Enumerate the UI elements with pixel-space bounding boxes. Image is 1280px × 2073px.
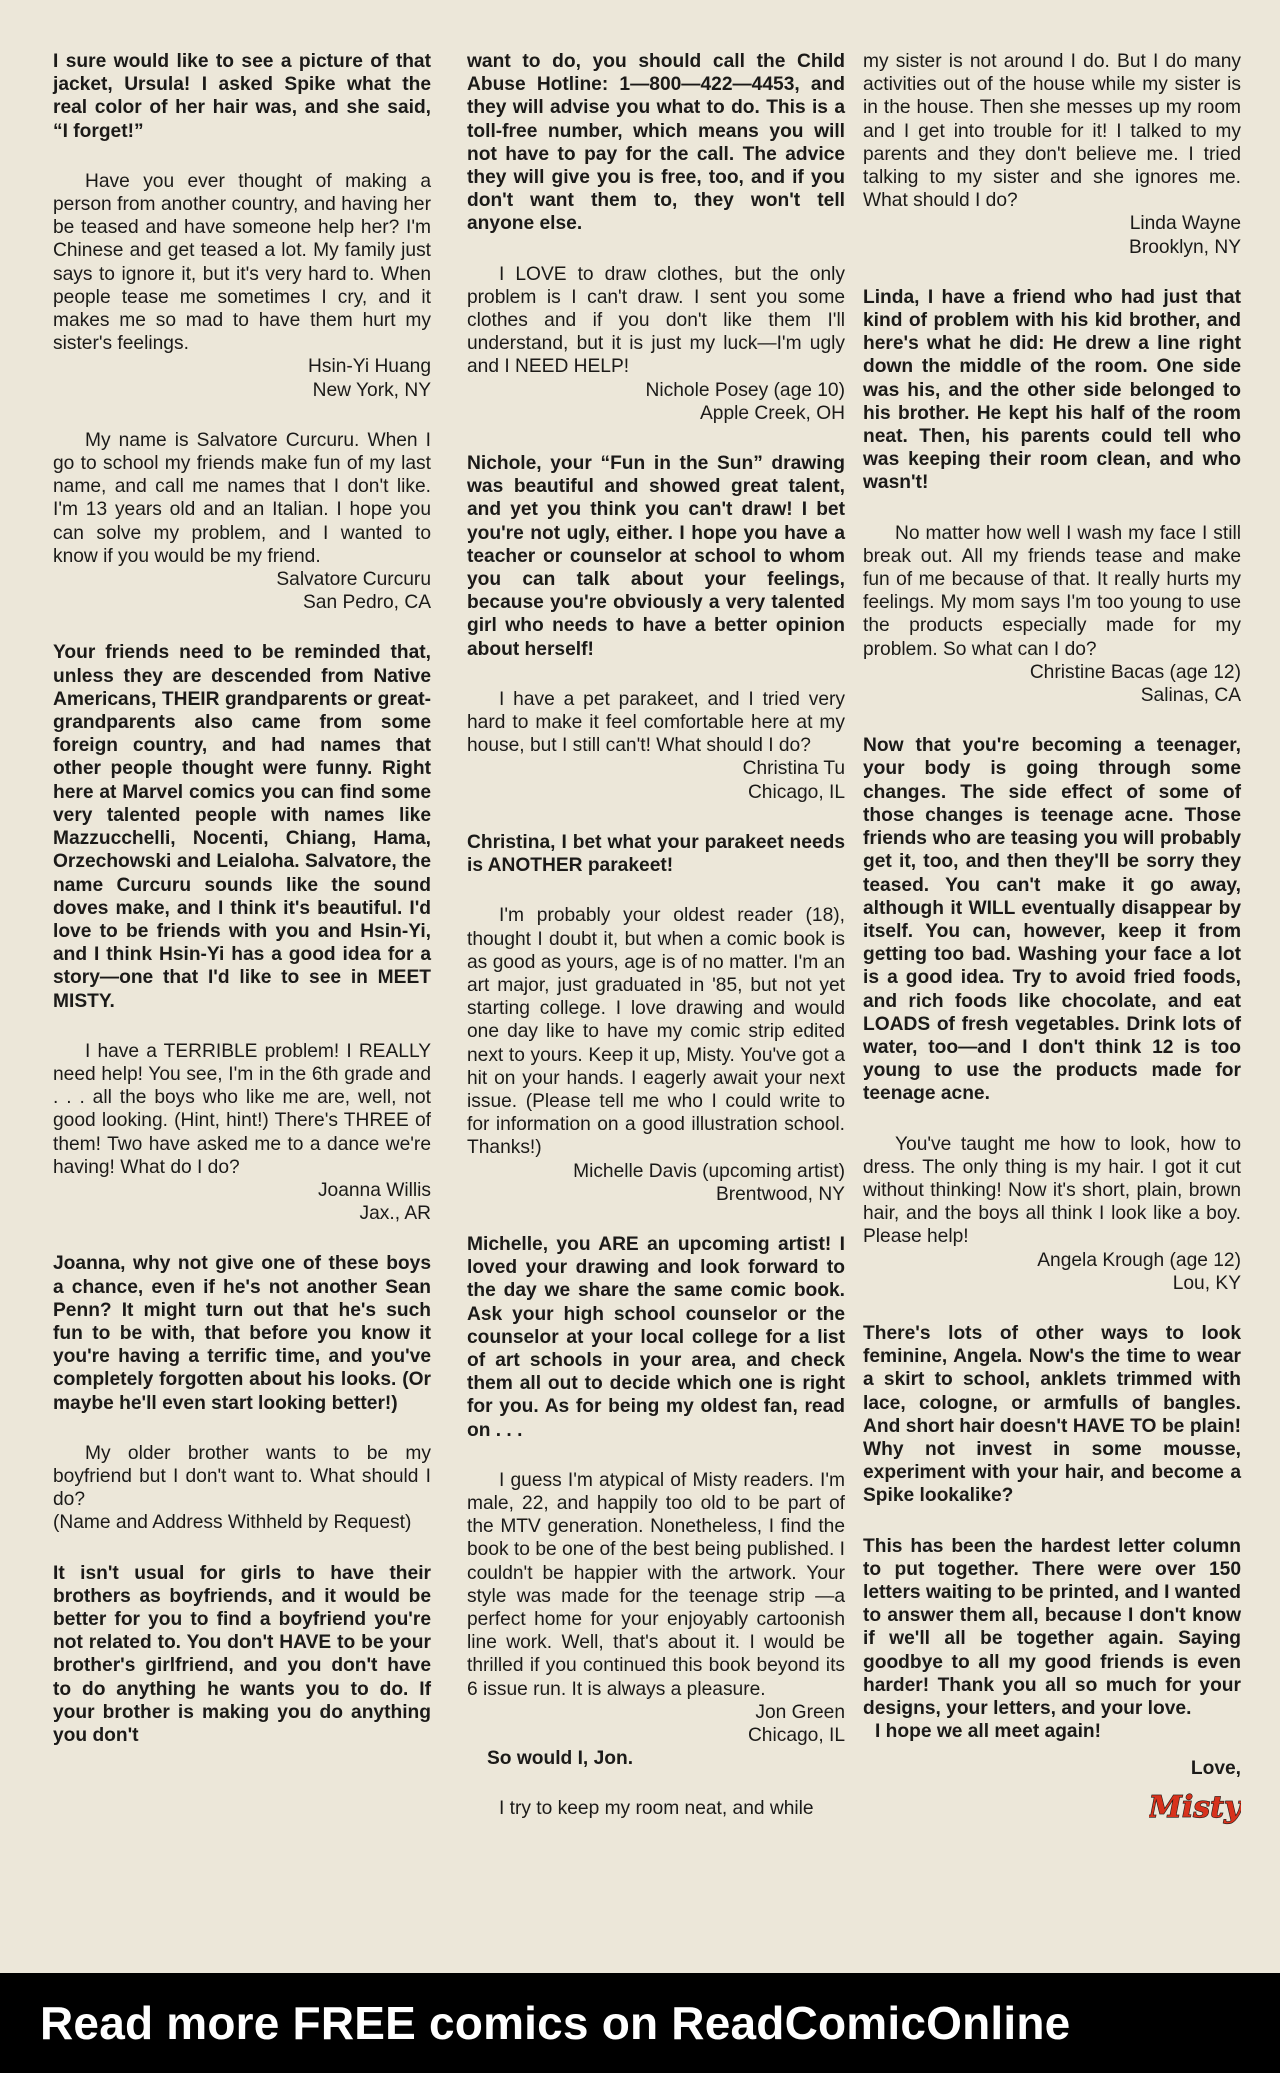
closing-note: This has been the hardest letter column to put together. There were over 150 letters waiting to be printed, and I wanted to answer them all, because I don't know if we'll all be together again. Saying goodbye to all my good friends is even harder! Thank you all so much for your designs, your letters, and your love. (863, 1535, 1241, 1719)
letter-signature-name: Salvatore Curcuru (276, 569, 431, 591)
letter-signature-name: Linda Wayne (1129, 213, 1241, 235)
letter-signature-location: Salinas, CA (1140, 685, 1241, 707)
closing-love: Love, (1190, 1758, 1241, 1780)
letter-signature-name: Nichole Posey (age 10) (645, 379, 845, 401)
editor-reply: Linda, I have a friend who had just that kind of problem with his kid brother, and here's what he did: He drew a line right down the middle of the room. One side was his, and the other side belonged to his brother. He kept his half of the room neat. Then, his parents could tell who was keeping their room clean, and who wasn't! (863, 286, 1241, 494)
reader-letter-continued: my sister is not around I do. But I do many activities out of the house while my sister is in the house. Then she messes up my room and I get into trouble for it! I talked to my parents and they don't believe me. I tried talking to my sister and she ignores me. What should I do? (863, 51, 1241, 212)
reader-letter: My name is Salvatore Curcuru. When I go to school my friends make fun of my last name, and call me names that I don't like. I'm 13 years old and an Italian. I hope you can solve my problem, and I wanted to know if you would be my friend. (53, 429, 431, 567)
reader-letter: I have a pet parakeet, and I tried very hard to make it feel comfortable here at my house, but I still can't! What should I do? (467, 688, 845, 757)
closing-wish: I hope we all meet again! (875, 1721, 1102, 1743)
editor-reply: So would I, Jon. (487, 1748, 634, 1770)
letter-signature-name: Joanna Willis (317, 1179, 431, 1201)
letter-signature-location: San Pedro, CA (303, 592, 431, 614)
letter-signature-location: Brooklyn, NY (1129, 236, 1241, 258)
editor-reply: Michelle, you ARE an upcoming artist! I loved your drawing and look forward to the day we share the same comic book. Ask your high school counselor or the counselor at your local college for a list of art schools in your area, and check them all out to decide which one is right for you. As for being my oldest fan, read on . . . (467, 1233, 845, 1441)
promo-banner[interactable] (0, 1973, 1280, 2073)
letter-signature-location: Lou, KY (1172, 1272, 1241, 1294)
letter-signature-name: Angela Krough (age 12) (1037, 1249, 1241, 1271)
reader-letter: No matter how well I wash my face I still break out. All my friends tease and make fun of me because of that. It really hurts my feelings. My mom says I'm too young to use the products especially made for my problem. So what can I do? (863, 522, 1241, 660)
withheld-note: (Name and Address Withheld by Request) (53, 1512, 412, 1534)
editor-reply: I sure would like to see a picture of that jacket, Ursula! I asked Spike what the real color of her hair was, and she said, “I forget!” (53, 51, 431, 142)
letter-signature-location: Apple Creek, OH (699, 402, 845, 424)
column-1 (53, 50, 431, 1747)
column-3 (863, 50, 1241, 1833)
svg-text:Misty: Misty (1149, 1789, 1241, 1825)
letter-signature-name: Christine Bacas (age 12) (1029, 661, 1241, 683)
editor-reply: Your friends need to be reminded that, unless they are descended from Native Americans, THEIR grandparents or great-grandparents also came from some foreign country, and had names that other people thought were funny. Right here at Marvel comics you can find some very talented people with names like Mazzucchelli, Nocenti, Chiang, Hama, Orzechowski and Leialoha. Salvatore, the name Curcuru sounds like the sound doves make, and I think it's beautiful. I'd love to be friends with you and Hsin-Yi, and I think Hsin-Yi has a good idea for a story—one that I'd like to see in MEET MISTY. (53, 642, 431, 1012)
letter-signature-name: Jon Green (755, 1701, 845, 1723)
editor-reply: Now that you're becoming a teenager, your body is going through some changes. The side effect of some of those changes is teenage acne. Those friends who are teasing you will probably get it, too, and then they'll be sorry they teased. You can't make it go away, although it WILL eventually disappear by itself. You can, however, keep it from getting too bad. Washing your face a lot is a good idea. Try to avoid fried foods, and rich foods like chocolate, and eat LOADS of fresh vegetables. Drink lots of water, too—and I don't think 12 is too young to use the products made for teenage acne. (863, 735, 1241, 1105)
letter-signature-location: Jax., AR (359, 1203, 431, 1225)
letter-signature-name: Hsin-Yi Huang (308, 356, 431, 378)
misty-logo-signature (1149, 1781, 1241, 1829)
reader-letter: I have a TERRIBLE problem! I REALLY need help! You see, I'm in the 6th grade and . . . all the boys who like me are, well, not good looking. (Hint, hint!) There's THREE of them! Two have asked me to a dance we're having! What do I do? (53, 1040, 431, 1178)
reader-letter: I LOVE to draw clothes, but the only problem is I can't draw. I sent you some clothes and if you don't like them I'll understand, but it is just my luck—I'm ugly and I NEED HELP! (467, 263, 845, 378)
reader-letter: I'm probably your oldest reader (18), thought I doubt it, but when a comic book is as good as yours, age is of no matter. I'm an art major, just graduated in '85, but not yet starting college. I love drawing and would one day like to have my comic strip edited next to yours. Keep it up, Misty. You've got a hit on your hands. I eagerly await your next issue. (Please tell me who I could write to for information on a good illustration school. Thanks!) (467, 905, 845, 1159)
letter-signature-location: Chicago, IL (747, 1725, 845, 1746)
editor-reply: Nichole, your “Fun in the Sun” drawing was beautiful and showed great talent, and yet you think you can't draw! I bet you're not ugly, either. I hope you have a teacher or counselor at school to whom you can talk about your feelings, because you're obviously a very talented girl who needs to have a better opinion about herself! (467, 453, 845, 660)
editor-reply: want to do, you should call the Child Abuse Hotline: 1—800—422—4453, and they will advise you what to do. This is a toll-free number, which means you will not have to pay for the call. The advice they will give you is free, too, and if you don't want them to, they won't tell anyone else. (467, 51, 845, 235)
editor-reply: There's lots of other ways to look feminine, Angela. Now's the time to wear a skirt to school, anklets trimmed with lace, cologne, or armfulls of bangles. And short hair doesn't HAVE TO be plain! Why not invest in some mousse, experiment with your hair, and become a Spike lookalike? (863, 1322, 1241, 1507)
reader-letter: I try to keep my room neat, and while (499, 1798, 814, 1820)
reader-letter: Have you ever thought of making a person from another country, and having her be teased and have someone help her? I'm Chinese and get teased a lot. My family just says to ignore it, but it's very hard to. When people tease me sometimes I cry, and it makes me so mad to have them hurt my sister's feelings. (53, 170, 431, 355)
letter-signature-location: Brentwood, NY (715, 1183, 845, 1205)
reader-letter: You've taught me how to look, how to dress. The only thing is my hair. I got it cut without thinking! Now it's short, plain, brown hair, and the boys all think I look like a boy. Please help! (863, 1133, 1241, 1248)
reader-letter: I guess I'm atypical of Misty readers. I'm male, 22, and happily too old to be part of the MTV generation. Nonetheless, I find the book to be one of the best being published. I couldn't be happier with the artwork. Your style was made for the teenage strip —a perfect home for your enjoyably cartoonish line work. Well, that's about it. I would be thrilled if you continued this book beyond its 6 issue run. It is always a pleasure. (467, 1469, 845, 1700)
reader-letter: My older brother wants to be my boyfriend but I don't want to. What should I do? (53, 1442, 431, 1511)
editor-reply: Christina, I bet what your parakeet needs is ANOTHER parakeet! (467, 831, 845, 877)
editor-reply: It isn't usual for girls to have their brothers as boyfriends, and it would be better for you to find a boyfriend you're not related to. You don't HAVE to be your brother's girlfriend, and you don't have to do anything he wants you to do. If your brother is making you do anything you don't (53, 1562, 431, 1746)
editor-reply: Joanna, why not give one of these boys a chance, even if he's not another Sean Penn? It might turn out that he's such fun to be with, that before you know it you're having a terrific time, and you've completely forgotten about his looks. (Or maybe he'll even start looking better!) (53, 1253, 431, 1414)
column-2 (467, 50, 845, 1821)
letter-signature-name: Michelle Davis (upcoming artist) (573, 1160, 845, 1182)
letter-signature-location: Chicago, IL (747, 781, 845, 803)
letter-signature-location: New York, NY (312, 379, 431, 401)
signature-area (863, 1781, 1241, 1833)
letter-signature-name: Christina Tu (742, 758, 845, 780)
promo-banner-text[interactable]: Read more FREE comics on ReadComicOnline (40, 1997, 1071, 2049)
